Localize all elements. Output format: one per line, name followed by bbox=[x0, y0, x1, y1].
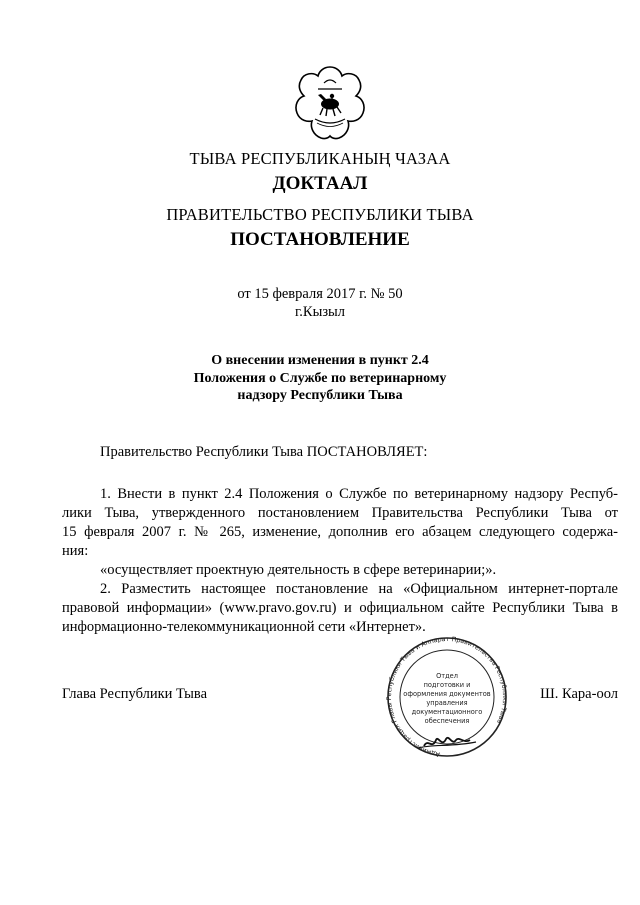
russian-government-name: ПРАВИТЕЛЬСТВО РЕСПУБЛИКИ ТЫВА bbox=[166, 205, 474, 224]
russian-decree-heading: ПОСТАНОВЛЕНИЕ bbox=[230, 229, 410, 250]
paragraph-1-line: 15 февраля 2007 г. № 265, изменение, дополнив его абзацем следующего содержа- bbox=[62, 524, 618, 540]
paragraph-2-line: 2. Разместить настоящее постановление на «Официальном интернет-портале bbox=[100, 581, 618, 597]
stamp-inner-line: подготовки и bbox=[423, 681, 471, 689]
paragraph-1 bbox=[62, 485, 618, 561]
decree-title bbox=[0, 352, 640, 405]
decree-intro: Правительство Республики Тыва ПОСТАНОВЛЯЕТ: bbox=[100, 444, 428, 460]
decree-date-number: от 15 февраля 2017 г. № 50 bbox=[237, 286, 403, 302]
stamp-inner-line: Отдел bbox=[436, 672, 458, 680]
decree-title-line: Положения о Службе по ветеринарному bbox=[193, 370, 447, 386]
signatory-name: Ш. Кара-оол bbox=[540, 686, 618, 702]
paragraph-1-line: лики Тыва, утвержденного постановлением Правительства Республики Тыва от bbox=[62, 505, 618, 521]
stamp-inner-line: обеспечения bbox=[424, 717, 470, 725]
coat-of-arms-emblem bbox=[290, 63, 370, 143]
paragraph-2-line: информационно-телекоммуникационной сети «Интернет». bbox=[62, 619, 426, 635]
amendment-quote: «осуществляет проектную деятельность в сфере ветеринарии;». bbox=[100, 562, 497, 578]
decree-title-line: О внесении изменения в пункт 2.4 bbox=[211, 353, 429, 368]
signatory-title: Глава Республики Тыва bbox=[62, 686, 208, 702]
decree-title-line: надзору Республики Тыва bbox=[237, 388, 403, 403]
paragraph-2-line: правовой информации» (www.pravo.gov.ru) и официальном сайте Республики Тыва в bbox=[62, 600, 618, 616]
paragraph-1-line: 1. Внести в пункт 2.4 Положения о Службе по ветеринарному надзору Респуб- bbox=[100, 486, 618, 502]
paragraph-2 bbox=[62, 580, 618, 637]
stamp-inner-line: документационного bbox=[411, 708, 483, 716]
tuvan-government-name: ТЫВА РЕСПУБЛИКАНЫҢ ЧАЗАА bbox=[189, 149, 451, 168]
stamp-inner-line: управления bbox=[426, 699, 468, 707]
decree-city: г.Кызыл bbox=[294, 304, 346, 320]
stamp-inner-line: оформления документов bbox=[403, 690, 491, 698]
stamp-outer-text: Администрация Главы Республики Тыва и Аппарат Правительства Республики Тыва bbox=[385, 636, 509, 758]
official-stamp bbox=[372, 636, 522, 758]
tuvan-decree-heading: ДОКТААЛ bbox=[272, 173, 368, 194]
paragraph-1-line: ния: bbox=[62, 543, 89, 559]
